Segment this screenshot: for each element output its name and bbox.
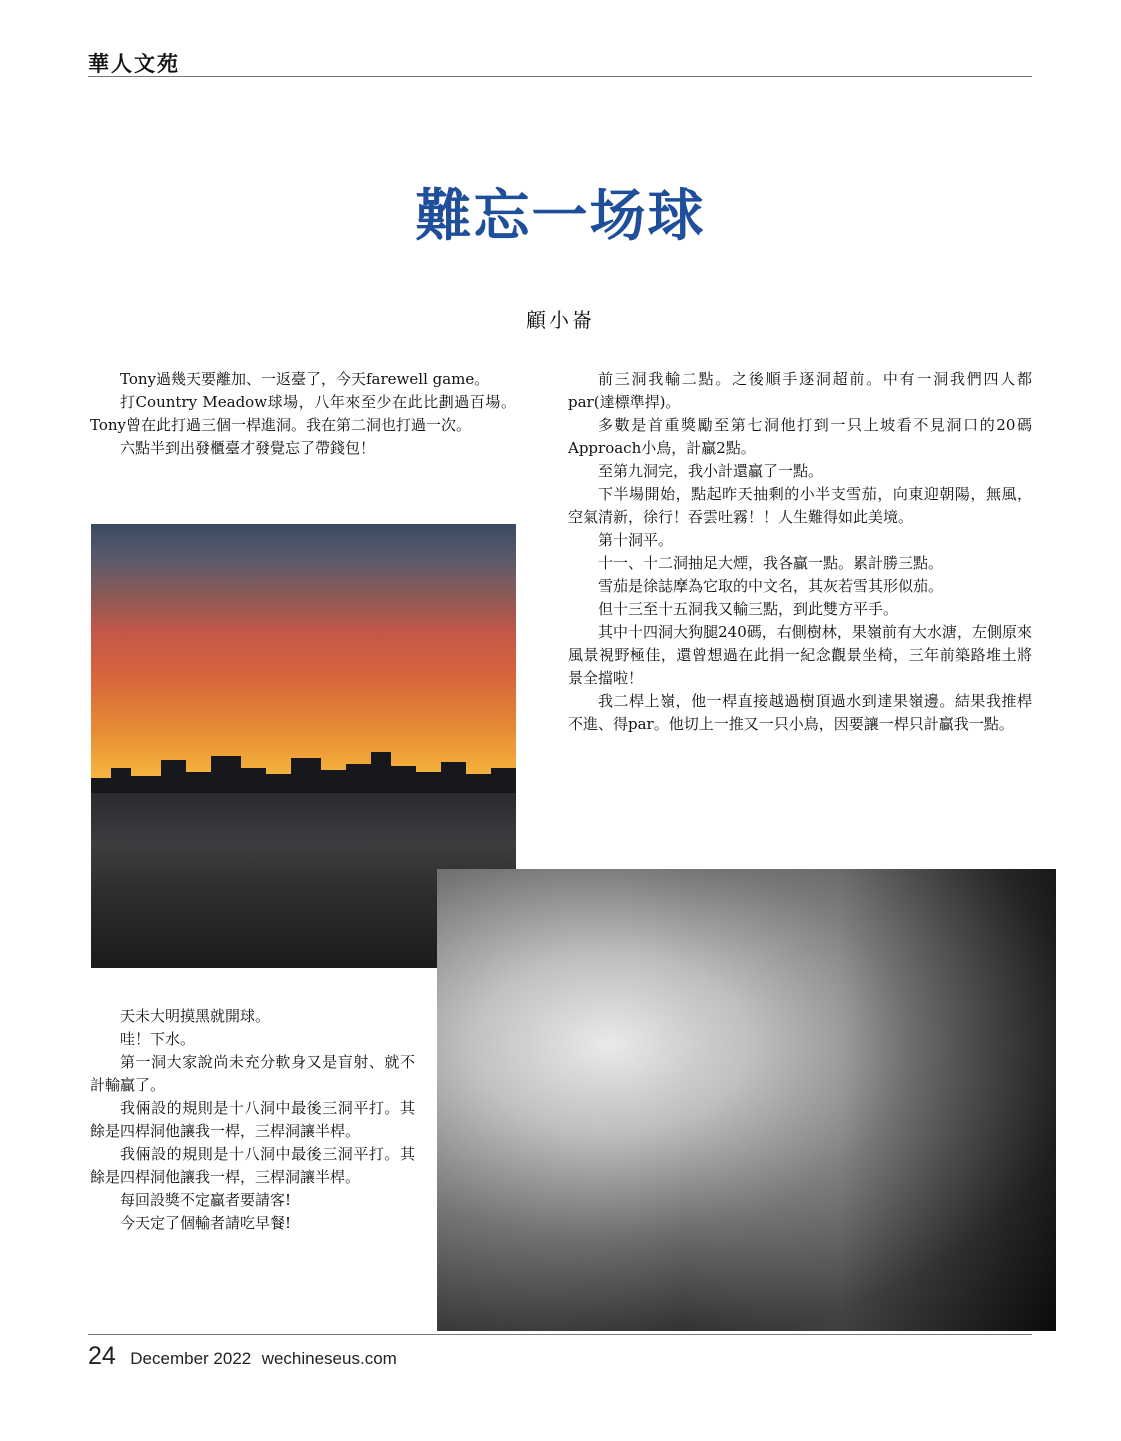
paragraph: 其中十四洞大狗腿240碼，右側樹林，果嶺前有大水溏，左側原來風景視野極佳，還曾想過在此捐一紀念觀景坐椅，三年前築路堆土將景全擋啦！ [568,623,1032,687]
left-column [90,368,516,460]
article-author: 顧小崙 [526,308,595,332]
paragraph: 但十三至十五洞我又輸三點，到此雙方平手。 [598,600,899,618]
paragraph: 每回設獎不定贏者要請客! [120,1191,292,1209]
paragraph: 哇！下水。 [120,1030,196,1048]
issue-date: December 2022 [130,1349,252,1368]
paragraph: 多數是首重獎勵至第七洞他打到一只上坡看不見洞口的20碼Approach小鳥，計贏2點。 [568,416,1032,457]
article-title: 難忘一场球 [415,184,706,249]
paragraph: 我二桿上嶺，他一桿直接越過樹頂過水到達果嶺邊。結果我推桿不進、得par。他切上一推又一只小鳥，因要讓一桿只計贏我一點。 [568,692,1032,733]
portrait-photo [437,869,1056,1331]
paragraph: Tony過幾天要離加、一返臺了，今天farewell game。 [120,370,490,388]
paragraph: 打Country Meadow球場，八年來至少在此比劃過百場。Tony曾在此打過三個一桿進洞。我在第二洞也打過一次。 [90,393,516,434]
paragraph: 六點半到出發櫃臺才發覺忘了帶錢包！ [120,439,376,457]
paragraph: 雪茄是徐誌摩為它取的中文名，其灰若雪其形似茄。 [598,577,944,595]
paragraph: 我倆設的規則是十八洞中最後三洞平打。其餘是四桿洞他讓我一桿，三桿洞讓半桿。 [90,1145,415,1186]
paragraph: 我倆設的規則是十八洞中最後三洞平打。其餘是四桿洞他讓我一桿，三桿洞讓半桿。 [90,1099,415,1140]
paragraph: 十一、十二洞抽足大煙，我各贏一點。累計勝三點。 [598,554,944,572]
page-number: 24 [88,1342,116,1370]
city-skyline [91,738,516,798]
lower-column [90,1005,415,1235]
section-label: 華人文苑 [88,51,180,76]
website-link[interactable]: wechineseus.com [261,1349,397,1368]
paragraph: 今天定了個輸者請吃早餐! [120,1214,292,1232]
page-footer [88,1342,397,1371]
paragraph: 第一洞大家說尚未充分軟身又是盲射、就不計輸贏了。 [90,1053,415,1094]
paragraph: 前三洞我輸二點。之後順手逐洞超前。中有一洞我們四人都par(達標準捍)。 [568,370,1032,411]
paragraph: 下半場開始，點起昨天抽剩的小半支雪茄，向東迎朝陽，無風，空氣清新，徐行！吞雲吐霧！！人生難得如此美境。 [568,485,1032,526]
portrait-background [437,869,1056,1331]
paragraph: 第十洞平。 [598,531,674,549]
right-column [568,368,1032,736]
paragraph: 天未大明摸黑就開球。 [120,1007,271,1025]
paragraph: 至第九洞完，我小計還贏了一點。 [598,462,824,480]
top-divider [88,76,1032,77]
bottom-divider [88,1334,1032,1335]
